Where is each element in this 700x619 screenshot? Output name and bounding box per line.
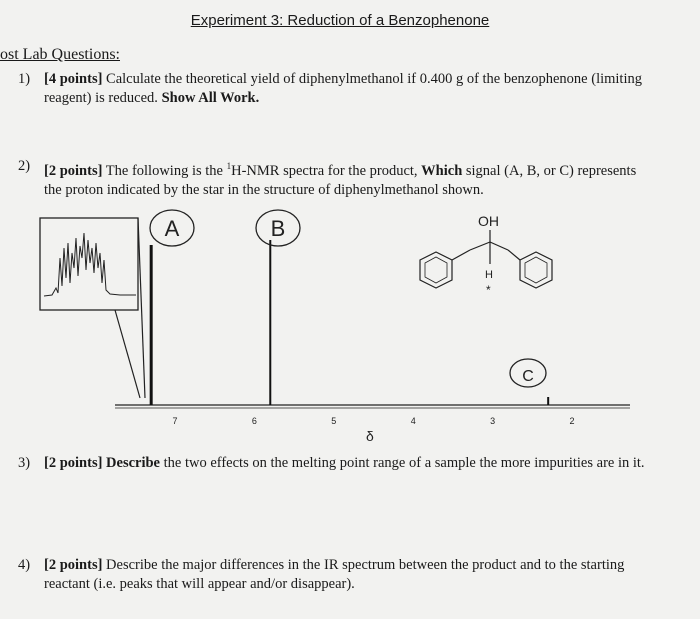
inset-callout-line bbox=[138, 218, 145, 398]
question-points: [2 points] bbox=[44, 455, 103, 471]
superscript: 1 bbox=[226, 161, 232, 171]
tick-label: 5 bbox=[331, 416, 337, 426]
tick-label: 7 bbox=[172, 416, 178, 426]
h-label: H bbox=[485, 269, 493, 281]
question-text: the two effects on the melting point range of a sample the more impurities are in it. bbox=[160, 455, 645, 471]
star-marker: * bbox=[486, 283, 491, 297]
question-number: 3) bbox=[18, 455, 31, 471]
right-ring-inner bbox=[525, 257, 547, 283]
bond bbox=[452, 250, 470, 260]
peak-group bbox=[151, 240, 548, 405]
nmr-figure bbox=[0, 198, 700, 448]
question-number: 1) bbox=[18, 71, 31, 87]
signal-label: A bbox=[164, 216, 180, 241]
tick-label: 3 bbox=[490, 416, 496, 426]
inset-trace bbox=[44, 233, 136, 296]
signal-label: C bbox=[522, 368, 534, 385]
question-emphasis: Which bbox=[421, 162, 463, 179]
signal-label-group bbox=[150, 210, 546, 387]
question-text: Calculate the theoretical yield of diphenylmethanol if 0.400 g of the benzophenone (limiting reagent) is reduced. bbox=[44, 71, 642, 106]
question-emphasis: Describe bbox=[106, 455, 160, 471]
axis-label: δ bbox=[366, 428, 374, 444]
tick-label: 2 bbox=[569, 416, 575, 426]
question-points: [2 points] bbox=[44, 162, 103, 179]
tick-label: 6 bbox=[251, 416, 257, 426]
question-number: 2) bbox=[18, 158, 31, 174]
question-text: Describe the major differences in the IR spectrum between the product and to the starting reactant (i.e. peaks that will appear and/or disappear). bbox=[44, 557, 625, 592]
bond bbox=[470, 242, 490, 250]
tick-group bbox=[172, 416, 574, 426]
inset-callout-line bbox=[115, 310, 140, 398]
bond bbox=[508, 250, 520, 260]
left-ring-inner bbox=[425, 257, 447, 283]
question-text: H-NMR spectra for the product, bbox=[231, 162, 422, 179]
tick-label: 4 bbox=[410, 416, 416, 426]
page-title: Experiment 3: Reduction of a Benzophenone bbox=[190, 12, 490, 29]
section-heading: ost Lab Questions: bbox=[0, 46, 120, 63]
question-number: 4) bbox=[18, 557, 31, 573]
inset-box bbox=[40, 218, 138, 310]
oh-label: OH bbox=[478, 213, 499, 229]
bond bbox=[490, 242, 508, 250]
question-emphasis: Show All Work. bbox=[161, 90, 260, 106]
signal-label: B bbox=[270, 216, 286, 241]
question-points: [4 points] bbox=[44, 71, 103, 87]
question-text: signal (A, B, or C) represents the proton indicated by the star in the structure of diphenylmethanol shown. bbox=[44, 162, 637, 198]
question-points: [2 points] bbox=[44, 557, 103, 573]
question-text: The following is the bbox=[102, 162, 227, 179]
